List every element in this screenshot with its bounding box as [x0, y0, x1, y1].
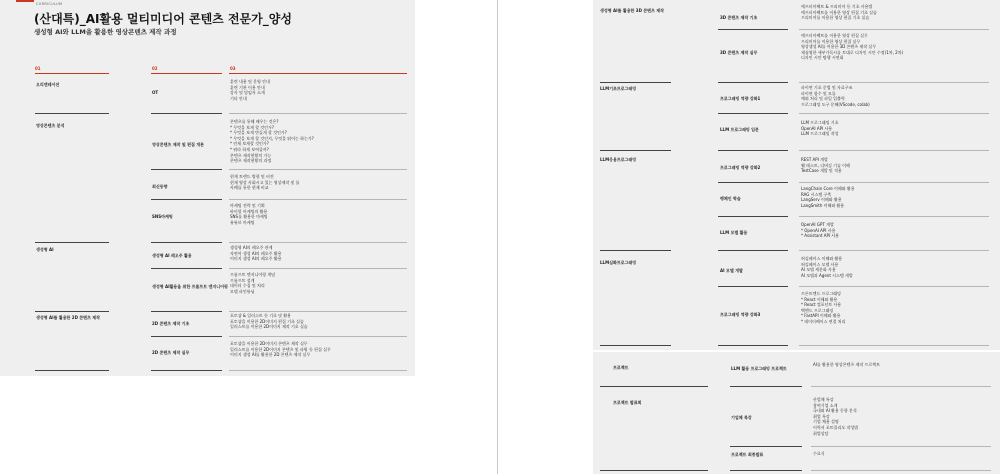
- row-rule: [229, 113, 407, 114]
- column-header-unit: 02: [152, 66, 158, 71]
- unit-detail: 포토샵 & 일러스트 등 기초 및 활용 포토샵을 이용한 2D이미지 편집 기초 실습 일러스트를 이용한 2D이미지 제작 기초 실습: [230, 313, 308, 330]
- unit-detail: 콘텐츠를 통해 배우는 것은? * 무엇을 보게 할 것인가? * 무엇을 보게 만들게 할 것인가? * 무엇을 보게 할 것인지, 무엇을 뛰어는 하는가? * 언제 보게할 것인가? * 뭐라 하게 보여줄까? 콘텐츠 제작현황의 가능 콘텐츠 제작현황의 과정: [230, 119, 314, 164]
- module-label: 영상콘텐츠 분석: [36, 123, 65, 128]
- row-rule: [229, 242, 407, 243]
- row-rule: [151, 268, 222, 269]
- module-label: 생성형 AI: [36, 247, 54, 252]
- unit-label: AI 모델 개발: [720, 268, 743, 273]
- row-rule: [799, 286, 989, 287]
- row-rule: [718, 29, 788, 30]
- unit-detail: 프롬프트 엔지니어링 개념 프롬프트 설계 데이터 수집 및 처리 모델 파인튜닝: [230, 272, 276, 294]
- curriculum-page-3: [593, 352, 1000, 474]
- row-rule: [229, 336, 407, 337]
- row-rule: [718, 113, 788, 114]
- page-divider: [497, 0, 498, 474]
- row-rule: [151, 311, 222, 312]
- row-rule: [35, 113, 109, 114]
- row-rule: [799, 29, 989, 30]
- column-header-detail: 03: [230, 66, 236, 71]
- module-label: 생성형 AI를 활용한 3D 콘텐츠 제작: [600, 8, 665, 13]
- module-label: 프로젝트: [613, 365, 629, 370]
- unit-label: LLM 모델 활용: [720, 230, 748, 235]
- unit-label: LLM 활용 프로그래밍 프로젝트: [731, 366, 787, 371]
- row-rule: [799, 82, 989, 83]
- module-label: 생성형 AI를 활용한 2D 콘텐츠 제작: [36, 315, 101, 320]
- unit-label: 2D 콘텐츠 제작 실무: [152, 350, 190, 355]
- unit-label: 3D 콘텐츠 제작 실무: [720, 50, 758, 55]
- row-rule: [600, 470, 708, 471]
- unit-detail: 애프터이펙트 & 프리미어 등 기초 사용법 애프터이펙트를 이용한 영상 편집 기초 실습 프리미어를 이용한 영상 편집 기초 실습: [801, 4, 877, 21]
- unit-detail: 애프터이펙트를 이용한 영상 편집 실무 프리미어를 이용한 영상 편집 실무 영상생성 AI를 이용한 3D 콘텐츠 제작 실무 재심영한 세부가독시를 토대로 디자인 시안 수정(1차, 2차) 디자인 시안 탐행 시연회: [801, 33, 904, 61]
- unit-label: 2D 콘텐츠 제작 기초: [152, 321, 190, 326]
- unit-label: 3D 콘텐츠 제작 기초: [720, 15, 758, 20]
- row-rule: [730, 386, 802, 387]
- row-rule: [229, 370, 407, 371]
- column-header-module: 01: [35, 66, 41, 71]
- row-rule: [811, 446, 991, 447]
- row-rule: [151, 336, 222, 337]
- row-rule: [35, 311, 109, 312]
- unit-label: 프로그래밍 역량 강화1: [720, 96, 761, 101]
- row-rule: [799, 182, 989, 183]
- module-label: 오리엔테이션: [36, 82, 60, 87]
- unit-label: SNS마케팅: [152, 214, 173, 219]
- unit-detail: 현재 트렌드 방향 및 비전 현재 영상 사회시고 있는 영상제작 및 툴 사례를 통한 현재 비교: [230, 174, 300, 191]
- column-rule: [151, 73, 222, 74]
- unit-label: 프로그래밍 역량 강화3: [720, 312, 761, 317]
- unit-detail: 생성형 AI의 레오주 관계 자연어 생성 AI의 레오주 활용 이미지 생성 AI의 레오주 활용: [230, 245, 282, 262]
- eyebrow-label: CURRICULUM: [36, 2, 63, 6]
- row-rule: [718, 250, 788, 251]
- row-rule: [730, 446, 802, 447]
- module-label: LLM응용프로그래밍: [600, 157, 637, 162]
- row-rule: [718, 82, 788, 83]
- unit-detail: LLM 프로그래밍 기초 OpenAI API 사용 LLM 프로그래밍 작성: [801, 120, 839, 137]
- row-rule: [600, 150, 671, 151]
- row-rule: [229, 311, 407, 312]
- unit-detail: REST API 개발 웹 테스트, 디버깅 기술 이해 TestCase 개발 및 적용: [801, 157, 850, 174]
- row-rule: [799, 250, 989, 251]
- accent-bar: [16, 0, 34, 2]
- unit-detail: 허깅페이스 이해와 활용 허깅페이스 모델 사용 AI 모델 세분화 사용 AI 모델과 Agent 시스템 개발: [801, 256, 853, 278]
- unit-label: 프로그래밍 역량 강화2: [720, 165, 761, 170]
- row-rule: [229, 199, 407, 200]
- unit-detail: 포토샵을 이용한 2D이미지 콘텐츠 제작 실무 일러스트를 이용한 2D이미지 콘텐츠 및 파워 등 편집 실무 이미지 생성 AI를 활용한 2D 콘텐츠 제작 실무: [230, 341, 331, 358]
- row-rule: [799, 150, 989, 151]
- row-rule: [718, 182, 788, 183]
- page-title: (산대특)_AI활용 멀티미디어 콘텐츠 전문가_양성: [34, 12, 292, 26]
- unit-label: 생성형 AI 레오주 활용: [152, 253, 192, 258]
- unit-label: 프로젝트 최종발표: [731, 452, 764, 457]
- row-rule: [730, 470, 802, 471]
- unit-detail: AI를 활용한 영상콘텐츠 제작 프로젝트: [813, 362, 880, 367]
- module-label: LLM심화프로그래밍: [600, 260, 637, 265]
- unit-detail: 훈련 내용 및 운영 안내 훈련 기관 이용 안내 강사 및 담임자 소개 기타 안내: [230, 79, 270, 101]
- unit-label: 영상콘텐츠 제작 및 편집 개론: [152, 142, 204, 147]
- row-rule: [35, 370, 109, 371]
- unit-detail: 마케팅 전략 및 기획 바이럴 마케팅의 활용 SNS를 활용한 마케팅 유튜브 마케팅: [230, 203, 268, 225]
- row-rule: [811, 386, 991, 387]
- column-rule: [229, 73, 407, 74]
- row-rule: [811, 470, 991, 471]
- row-rule: [600, 345, 671, 346]
- unit-detail: 프론트엔드 프로그래밍 * React 이해와 활용 * React 컴포넌트 사용 백엔드 프로그래밍 * FastAPI 이해와 활용 * 데이터베이스 연결 처리: [801, 291, 846, 324]
- row-rule: [718, 216, 788, 217]
- unit-detail: 수료식: [813, 451, 825, 456]
- unit-detail: 산업체 특강 참여기업 소개 국내외 AI 활용 동향 분석 취업 특강 기업 채용 설명 이력서 포트폴리오 작성법 취업상담: [813, 397, 859, 436]
- row-rule: [229, 169, 407, 170]
- unit-label: LLM 프로그래밍 입문: [720, 127, 759, 132]
- row-rule: [151, 113, 222, 114]
- row-rule: [229, 268, 407, 269]
- row-rule: [799, 113, 989, 114]
- row-rule: [718, 286, 788, 287]
- unit-label: 생성형 AI활용을 위한 프롬프트 엔지니어링: [152, 284, 228, 289]
- row-rule: [151, 242, 222, 243]
- page-subtitle: 생성형 AI와 LLM을 활용한 영상콘텐츠 제작 과정: [34, 28, 177, 36]
- row-rule: [151, 199, 222, 200]
- row-rule: [151, 370, 222, 371]
- module-label: 프로젝트 발표회: [613, 400, 642, 405]
- row-rule: [600, 386, 708, 387]
- unit-detail: OpenAI GPT 개발 * OpenAI API 사용 * Assistant API 사용: [801, 222, 840, 239]
- row-rule: [799, 216, 989, 217]
- module-label: LLM기초프로그래밍: [600, 86, 637, 91]
- row-rule: [600, 82, 671, 83]
- row-rule: [718, 150, 788, 151]
- unit-label: 최신동향: [152, 184, 168, 189]
- unit-detail: 파이썬 기초 문법 및 자료구조 파이썬 함수 및 모듈 예외 처리 및 파일 입출력 프로그래밍 도구 문해(VScode, colab): [801, 85, 870, 107]
- unit-detail: LangChain Core 이해와 활용 RAG 시스템 구축 LangServ 이해와 활용 LangSmith 이해와 활용: [801, 186, 855, 208]
- row-rule: [35, 242, 109, 243]
- row-rule: [718, 345, 788, 346]
- curriculum-page-2: [593, 0, 1000, 350]
- column-rule: [35, 73, 109, 74]
- unit-label: OT: [152, 90, 159, 95]
- curriculum-page-1: [0, 0, 415, 376]
- row-rule: [151, 169, 222, 170]
- unit-label: 기업체 특강: [731, 415, 752, 420]
- row-rule: [799, 345, 989, 346]
- row-rule: [600, 250, 671, 251]
- unit-label: 랭체인 학습: [720, 196, 741, 201]
